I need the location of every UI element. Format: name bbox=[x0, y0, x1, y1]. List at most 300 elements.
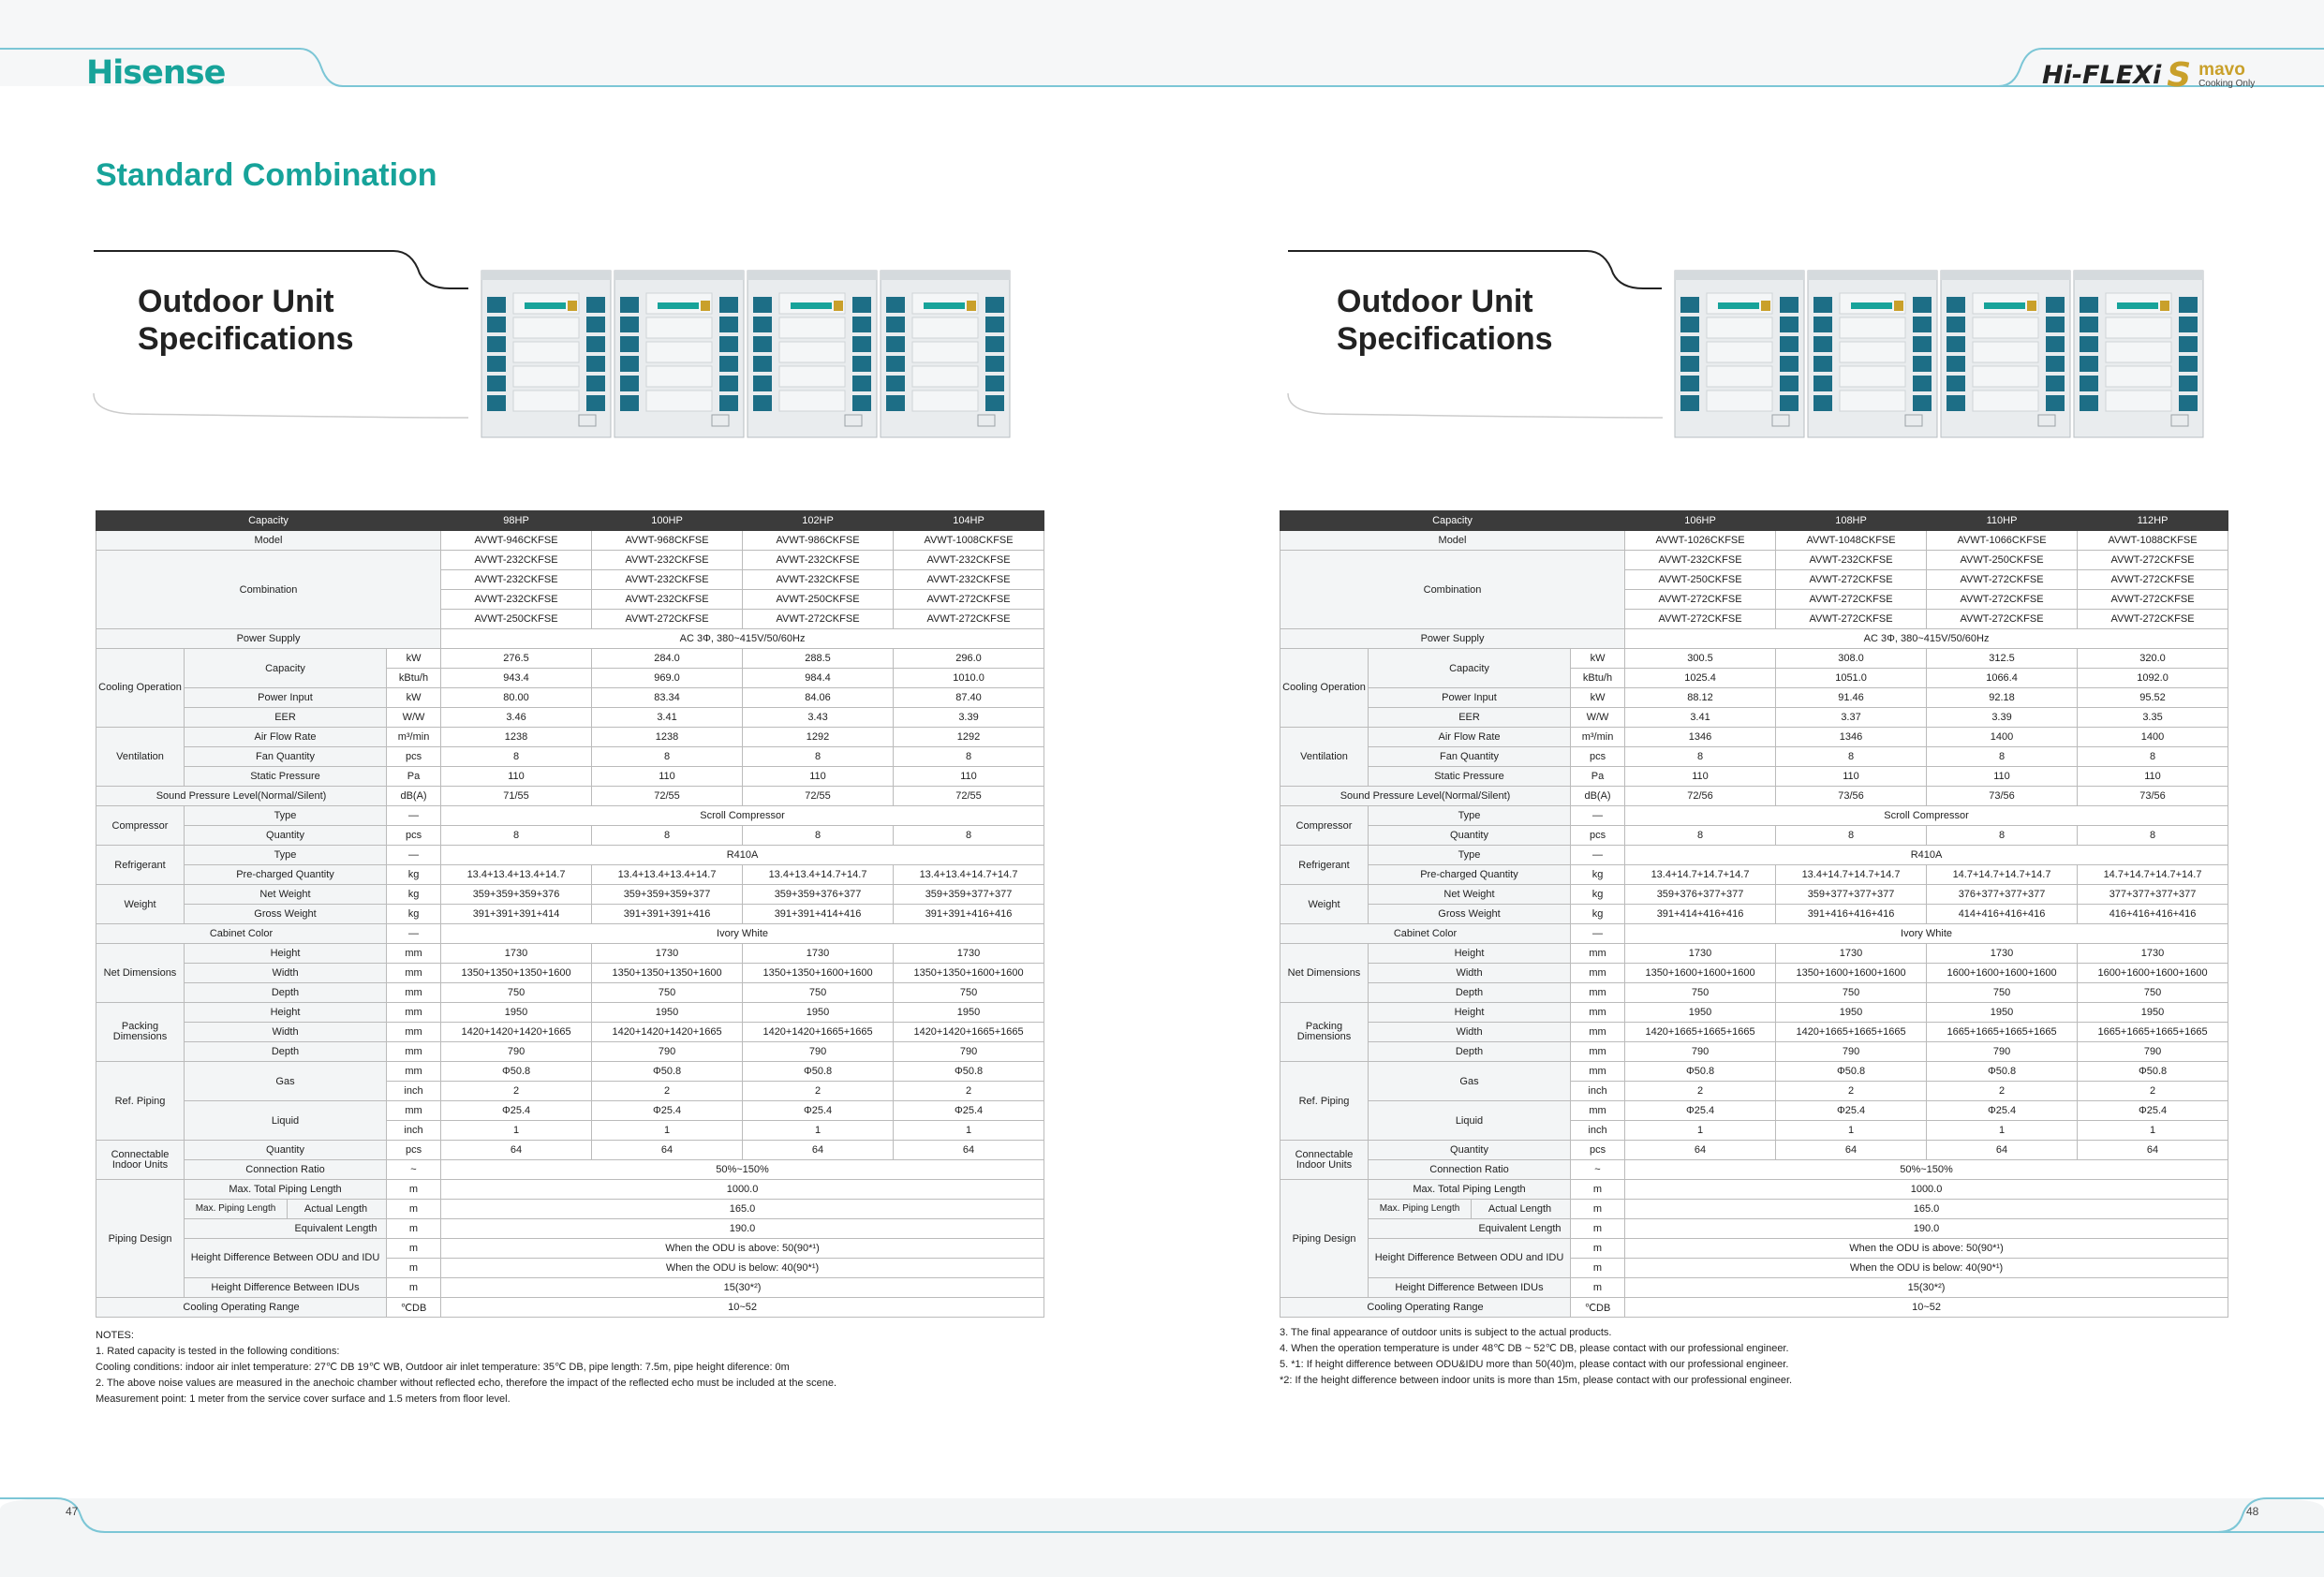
outdoor-unit bbox=[748, 271, 877, 437]
table-row bbox=[1280, 708, 2228, 728]
table-cell: 320.0 bbox=[2078, 649, 2228, 669]
table-cell: 414+416+416+416 bbox=[1927, 905, 2078, 924]
table-cell: kg bbox=[387, 905, 441, 924]
table-cell: 1350+1350+1600+1600 bbox=[894, 964, 1044, 983]
louver-left bbox=[2080, 395, 2098, 411]
louver-right bbox=[1780, 395, 1799, 411]
table-cell: Power Supply bbox=[1280, 629, 1625, 649]
table-cell: 391+391+391+416 bbox=[592, 905, 743, 924]
table-cell: kW bbox=[387, 649, 441, 669]
outdoor-unit bbox=[2074, 271, 2203, 437]
outdoor-units-image bbox=[468, 265, 1045, 450]
max-piping-length-label: Max. Piping Length bbox=[1369, 1200, 1472, 1218]
table-cell: mm bbox=[1571, 1023, 1625, 1042]
table-cell: When the ODU is below: 40(90*¹) bbox=[1625, 1259, 2228, 1278]
table-cell: 8 bbox=[1927, 747, 2078, 767]
table-cell: 1010.0 bbox=[894, 669, 1044, 688]
table-cell: Piping Design bbox=[96, 1180, 185, 1298]
table-row bbox=[96, 688, 1044, 708]
louver-left bbox=[620, 317, 639, 332]
mavo-tagline: Cooking Only bbox=[2198, 79, 2256, 89]
table-row bbox=[96, 924, 1044, 944]
table-row bbox=[1280, 1042, 2228, 1062]
table-cell: 15(30*²) bbox=[441, 1278, 1044, 1298]
louver-left bbox=[1813, 376, 1832, 391]
louver-left bbox=[1947, 376, 1965, 391]
s-badge bbox=[834, 301, 843, 311]
table-row bbox=[1280, 551, 2228, 570]
note-line: 3. The final appearance of outdoor units is subject to the actual products. bbox=[1280, 1327, 1612, 1338]
table-cell: Power Supply bbox=[96, 629, 441, 649]
table-row bbox=[96, 747, 1044, 767]
table-cell: 300.5 bbox=[1625, 649, 1776, 669]
louver-left bbox=[2080, 376, 2098, 391]
table-row bbox=[1280, 531, 2228, 551]
table-cell: Cooling Operation bbox=[96, 649, 185, 728]
table-cell: AVWT-232CKFSE bbox=[1776, 551, 1927, 570]
table-cell: Refrigerant bbox=[96, 846, 185, 885]
table-cell: 790 bbox=[894, 1042, 1044, 1062]
header-label: Capacity bbox=[96, 511, 441, 531]
louver-left bbox=[1813, 395, 1832, 411]
table-row bbox=[96, 1219, 1044, 1239]
equivalent-length-label: Equivalent Length bbox=[1369, 1219, 1571, 1239]
table-cell: Φ25.4 bbox=[1927, 1101, 2078, 1121]
table-cell: 1292 bbox=[894, 728, 1044, 747]
s-badge bbox=[568, 301, 577, 311]
louver-left bbox=[1680, 376, 1699, 391]
louver-left bbox=[487, 297, 506, 313]
louver-right bbox=[852, 376, 871, 391]
table-cell: Height Difference Between IDUs bbox=[1369, 1278, 1571, 1298]
table-cell: Connection Ratio bbox=[1369, 1160, 1571, 1180]
table-cell: Air Flow Rate bbox=[1369, 728, 1571, 747]
table-cell: dB(A) bbox=[387, 787, 441, 806]
table-cell: 2 bbox=[1625, 1082, 1776, 1101]
louver-right bbox=[852, 356, 871, 372]
hisense-logo: Hisense bbox=[86, 54, 226, 92]
table-row bbox=[1280, 1003, 2228, 1023]
table-cell: 64 bbox=[743, 1141, 894, 1160]
capacity-header: 106HP bbox=[1625, 511, 1776, 531]
louver-right bbox=[2179, 336, 2198, 352]
table-cell: 190.0 bbox=[441, 1219, 1044, 1239]
table-row bbox=[96, 728, 1044, 747]
s-badge bbox=[701, 301, 710, 311]
note-line: 1. Rated capacity is tested in the following conditions: bbox=[96, 1346, 340, 1357]
table-cell: Pre-charged Quantity bbox=[1369, 865, 1571, 885]
table-cell: AVWT-272CKFSE bbox=[1927, 570, 2078, 590]
table-row bbox=[96, 629, 1044, 649]
table-cell: 790 bbox=[1776, 1042, 1927, 1062]
table-cell: Model bbox=[96, 531, 441, 551]
table-row bbox=[1280, 649, 2228, 669]
table-cell: kg bbox=[1571, 905, 1625, 924]
table-cell: 1420+1420+1420+1665 bbox=[441, 1023, 592, 1042]
table-cell: m bbox=[387, 1239, 441, 1259]
table-cell: 8 bbox=[1625, 747, 1776, 767]
louver-left bbox=[2080, 297, 2098, 313]
table-cell: Φ25.4 bbox=[1625, 1101, 1776, 1121]
table-cell: 71/55 bbox=[441, 787, 592, 806]
louver-right bbox=[1780, 317, 1799, 332]
table-cell: 984.4 bbox=[743, 669, 894, 688]
table-cell: Width bbox=[1369, 964, 1571, 983]
front-panel bbox=[912, 342, 978, 362]
louver-right bbox=[852, 297, 871, 313]
table-cell: 1350+1600+1600+1600 bbox=[1625, 964, 1776, 983]
table-row bbox=[96, 551, 1044, 570]
table-cell: AVWT-232CKFSE bbox=[441, 551, 592, 570]
table-cell: m bbox=[387, 1278, 441, 1298]
table-row bbox=[1280, 826, 2228, 846]
unit-top bbox=[614, 271, 744, 280]
table-cell: 50%~150% bbox=[441, 1160, 1044, 1180]
table-cell: Φ50.8 bbox=[1625, 1062, 1776, 1082]
front-panel bbox=[646, 342, 712, 362]
table-cell: Static Pressure bbox=[1369, 767, 1571, 787]
table-cell: AVWT-232CKFSE bbox=[1625, 551, 1776, 570]
louver-right bbox=[985, 376, 1004, 391]
table-cell: 72/55 bbox=[894, 787, 1044, 806]
table-cell: 3.39 bbox=[894, 708, 1044, 728]
table-cell: AVWT-232CKFSE bbox=[743, 570, 894, 590]
table-cell: m bbox=[387, 1180, 441, 1200]
actual-length-label bbox=[185, 1200, 387, 1219]
front-panel bbox=[779, 366, 845, 387]
mavo-text: mavo bbox=[2198, 60, 2245, 80]
table-cell: — bbox=[1571, 924, 1625, 944]
table-cell: Scroll Compressor bbox=[441, 806, 1044, 826]
table-cell: 1346 bbox=[1776, 728, 1927, 747]
note-line: Cooling conditions: indoor air inlet temperature: 27℃ DB 19℃ WB, Outdoor air inlet temperature: 35℃ DB, pipe length: 7.5m, pipe height diference: 0m bbox=[96, 1362, 790, 1373]
table-cell: EER bbox=[1369, 708, 1571, 728]
unit-top bbox=[1808, 271, 1937, 280]
louver-left bbox=[753, 395, 772, 411]
table-cell: 13.4+14.7+14.7+14.7 bbox=[1625, 865, 1776, 885]
header-label: Capacity bbox=[1280, 511, 1625, 531]
table-cell: AVWT-272CKFSE bbox=[1776, 590, 1927, 610]
table-cell: pcs bbox=[1571, 747, 1625, 767]
table-cell: 1420+1420+1420+1665 bbox=[592, 1023, 743, 1042]
louver-right bbox=[1780, 356, 1799, 372]
table-cell: 73/56 bbox=[1776, 787, 1927, 806]
table-cell: 1730 bbox=[2078, 944, 2228, 964]
table-cell: 359+359+377+377 bbox=[894, 885, 1044, 905]
table-row bbox=[1280, 1062, 2228, 1082]
louver-right bbox=[719, 317, 738, 332]
table-cell: AVWT-250CKFSE bbox=[1625, 570, 1776, 590]
table-cell: Net Dimensions bbox=[1280, 944, 1369, 1003]
table-cell: 790 bbox=[1927, 1042, 2078, 1062]
table-cell: Height bbox=[185, 944, 387, 964]
table-row bbox=[96, 1023, 1044, 1042]
table-cell: 359+377+377+377 bbox=[1776, 885, 1927, 905]
louver-left bbox=[1947, 336, 1965, 352]
table-row bbox=[96, 1180, 1044, 1200]
table-cell: EER bbox=[185, 708, 387, 728]
table-cell: 1238 bbox=[592, 728, 743, 747]
table-cell: Connectable Indoor Units bbox=[96, 1141, 185, 1180]
front-panel bbox=[646, 317, 712, 338]
capacity-header: 108HP bbox=[1776, 511, 1927, 531]
table-cell: kg bbox=[1571, 865, 1625, 885]
front-panel bbox=[1840, 366, 1905, 387]
table-cell: 308.0 bbox=[1776, 649, 1927, 669]
table-cell: 1051.0 bbox=[1776, 669, 1927, 688]
table-cell: Type bbox=[1369, 806, 1571, 826]
table-cell: 8 bbox=[1776, 747, 1927, 767]
front-panel bbox=[646, 391, 712, 411]
table-cell: 790 bbox=[2078, 1042, 2228, 1062]
table-cell: Φ25.4 bbox=[1776, 1101, 1927, 1121]
louver-right bbox=[2046, 336, 2065, 352]
table-cell: Cooling Operation bbox=[1280, 649, 1369, 728]
table-cell: 750 bbox=[1625, 983, 1776, 1003]
table-cell: Capacity bbox=[1369, 649, 1571, 688]
table-cell: 1350+1350+1600+1600 bbox=[743, 964, 894, 983]
table-cell: m³/min bbox=[387, 728, 441, 747]
table-cell: 64 bbox=[894, 1141, 1044, 1160]
table-cell: 1730 bbox=[894, 944, 1044, 964]
table-cell: 1350+1600+1600+1600 bbox=[1776, 964, 1927, 983]
table-cell: 943.4 bbox=[441, 669, 592, 688]
table-cell: — bbox=[1571, 846, 1625, 865]
table-row bbox=[1280, 806, 2228, 826]
table-cell: m bbox=[387, 1200, 441, 1219]
table-row bbox=[96, 1003, 1044, 1023]
table-cell: 391+391+391+414 bbox=[441, 905, 592, 924]
table-cell: mm bbox=[387, 964, 441, 983]
front-panel bbox=[1707, 366, 1772, 387]
unit-top bbox=[1941, 271, 2070, 280]
table-row bbox=[96, 905, 1044, 924]
table-cell: AVWT-1048CKFSE bbox=[1776, 531, 1927, 551]
table-cell: AVWT-232CKFSE bbox=[441, 570, 592, 590]
outdoor-unit bbox=[1675, 271, 1804, 437]
table-cell: 1420+1420+1665+1665 bbox=[894, 1023, 1044, 1042]
table-cell: R410A bbox=[1625, 846, 2228, 865]
louver-right bbox=[586, 376, 605, 391]
table-cell: 72/55 bbox=[592, 787, 743, 806]
table-cell: Connectable Indoor Units bbox=[1280, 1141, 1369, 1180]
table-cell: Power Input bbox=[185, 688, 387, 708]
table-cell: 13.4+13.4+14.7+14.7 bbox=[894, 865, 1044, 885]
table-cell: Φ25.4 bbox=[592, 1101, 743, 1121]
table-cell: W/W bbox=[1571, 708, 1625, 728]
table-cell: 8 bbox=[743, 747, 894, 767]
louver-right bbox=[2179, 356, 2198, 372]
table-cell: 1730 bbox=[1625, 944, 1776, 964]
louver-left bbox=[620, 376, 639, 391]
table-cell: — bbox=[387, 924, 441, 944]
table-cell: kg bbox=[387, 865, 441, 885]
table-cell: AVWT-272CKFSE bbox=[1625, 610, 1776, 629]
table-cell: 1066.4 bbox=[1927, 669, 2078, 688]
louver-right bbox=[1913, 376, 1932, 391]
table-cell: 1950 bbox=[592, 1003, 743, 1023]
table-cell: AVWT-968CKFSE bbox=[592, 531, 743, 551]
louver-right bbox=[852, 395, 871, 411]
table-cell: 64 bbox=[441, 1141, 592, 1160]
table-cell: Ref. Piping bbox=[96, 1062, 185, 1141]
table-cell: Φ25.4 bbox=[743, 1101, 894, 1121]
table-cell: 73/56 bbox=[1927, 787, 2078, 806]
table-cell: m bbox=[1571, 1180, 1625, 1200]
table-cell: Ventilation bbox=[96, 728, 185, 787]
table-cell: AVWT-272CKFSE bbox=[2078, 551, 2228, 570]
table-cell: 2 bbox=[441, 1082, 592, 1101]
table-cell: Type bbox=[185, 806, 387, 826]
table-cell: mm bbox=[1571, 944, 1625, 964]
louver-left bbox=[753, 317, 772, 332]
table-cell: 1730 bbox=[592, 944, 743, 964]
table-row bbox=[1280, 1023, 2228, 1042]
table-cell: 1000.0 bbox=[441, 1180, 1044, 1200]
louver-right bbox=[586, 297, 605, 313]
table-cell: Cooling Operating Range bbox=[96, 1298, 387, 1318]
table-cell: Capacity bbox=[185, 649, 387, 688]
front-panel bbox=[1707, 317, 1772, 338]
table-row bbox=[96, 846, 1044, 865]
louver-left bbox=[886, 376, 905, 391]
table-cell: Static Pressure bbox=[185, 767, 387, 787]
table-cell: 13.4+13.4+14.7+14.7 bbox=[743, 865, 894, 885]
table-row bbox=[96, 1278, 1044, 1298]
table-cell: 296.0 bbox=[894, 649, 1044, 669]
table-cell: Pa bbox=[387, 767, 441, 787]
table-row bbox=[1280, 905, 2228, 924]
table-cell: Net Dimensions bbox=[96, 944, 185, 1003]
table-cell: 13.4+13.4+13.4+14.7 bbox=[441, 865, 592, 885]
table-row bbox=[1280, 964, 2228, 983]
table-cell: Cooling Operating Range bbox=[1280, 1298, 1571, 1318]
table-cell: 391+391+414+416 bbox=[743, 905, 894, 924]
table-cell: 110 bbox=[441, 767, 592, 787]
mavo-mark bbox=[2198, 61, 2255, 89]
louver-right bbox=[2179, 297, 2198, 313]
s-badge bbox=[1761, 301, 1770, 311]
table-cell: 1400 bbox=[2078, 728, 2228, 747]
actual-length-label bbox=[1369, 1200, 1571, 1219]
table-cell: kW bbox=[387, 688, 441, 708]
section-title-line-1: Outdoor Unit bbox=[1337, 284, 1533, 319]
table-cell: 8 bbox=[2078, 826, 2228, 846]
table-row bbox=[96, 983, 1044, 1003]
front-panel bbox=[1840, 317, 1905, 338]
table-cell: m bbox=[387, 1259, 441, 1278]
louver-left bbox=[1813, 356, 1832, 372]
table-cell: 3.43 bbox=[743, 708, 894, 728]
table-cell: 377+377+377+377 bbox=[2078, 885, 2228, 905]
table-cell: ~ bbox=[387, 1160, 441, 1180]
louver-left bbox=[1813, 317, 1832, 332]
table-cell: 8 bbox=[1625, 826, 1776, 846]
table-cell: m bbox=[1571, 1200, 1625, 1219]
table-cell: Net Weight bbox=[1369, 885, 1571, 905]
actual-length-text: Actual Length bbox=[303, 1203, 368, 1215]
table-cell: Cabinet Color bbox=[96, 924, 387, 944]
table-cell: Weight bbox=[1280, 885, 1369, 924]
table-cell: Quantity bbox=[185, 826, 387, 846]
table-cell: 1350+1350+1350+1600 bbox=[592, 964, 743, 983]
table-cell: 359+359+376+377 bbox=[743, 885, 894, 905]
notes-right bbox=[1280, 1325, 2226, 1389]
section-title-right bbox=[1337, 283, 1693, 358]
louver-right bbox=[2179, 395, 2198, 411]
table-cell: 1 bbox=[743, 1121, 894, 1141]
table-cell: mm bbox=[387, 1042, 441, 1062]
page-number-left: 47 bbox=[66, 1505, 79, 1518]
table-cell: inch bbox=[1571, 1121, 1625, 1141]
table-cell: kg bbox=[387, 885, 441, 905]
table-cell: 750 bbox=[1927, 983, 2078, 1003]
note-line: *2: If the height difference between indoor units is more than 15m, please contact with our professional engineer. bbox=[1280, 1375, 1793, 1386]
table-cell: Gas bbox=[1369, 1062, 1571, 1101]
table-cell: AVWT-272CKFSE bbox=[592, 610, 743, 629]
table-cell: Ventilation bbox=[1280, 728, 1369, 787]
table-cell: 1238 bbox=[441, 728, 592, 747]
table-cell: 790 bbox=[441, 1042, 592, 1062]
capacity-header: 104HP bbox=[894, 511, 1044, 531]
louver-left bbox=[620, 395, 639, 411]
unit-top bbox=[481, 271, 611, 280]
table-cell: Packing Dimensions bbox=[1280, 1003, 1369, 1062]
table-cell: AVWT-250CKFSE bbox=[441, 610, 592, 629]
table-cell: pcs bbox=[1571, 1141, 1625, 1160]
front-panel bbox=[1973, 317, 2038, 338]
table-cell: Φ25.4 bbox=[2078, 1101, 2228, 1121]
table-cell: kW bbox=[1571, 649, 1625, 669]
table-row bbox=[1280, 1141, 2228, 1160]
table-row bbox=[1280, 924, 2228, 944]
table-cell: Fan Quantity bbox=[185, 747, 387, 767]
table-cell: pcs bbox=[387, 747, 441, 767]
table-cell: 8 bbox=[1927, 826, 2078, 846]
table-cell: 312.5 bbox=[1927, 649, 2078, 669]
table-cell: mm bbox=[387, 1101, 441, 1121]
table-cell: 95.52 bbox=[2078, 688, 2228, 708]
table-cell: Gross Weight bbox=[1369, 905, 1571, 924]
table-row bbox=[96, 885, 1044, 905]
louver-right bbox=[985, 317, 1004, 332]
table-cell: 1025.4 bbox=[1625, 669, 1776, 688]
table-cell: 73/56 bbox=[2078, 787, 2228, 806]
table-row bbox=[1280, 983, 2228, 1003]
louver-right bbox=[1913, 356, 1932, 372]
table-row bbox=[96, 1101, 1044, 1121]
table-row bbox=[96, 1239, 1044, 1259]
spec-table-right bbox=[1280, 510, 2228, 1318]
table-cell: 790 bbox=[592, 1042, 743, 1062]
table-cell: pcs bbox=[387, 826, 441, 846]
table-cell: 1420+1420+1665+1665 bbox=[743, 1023, 894, 1042]
capacity-header: 110HP bbox=[1927, 511, 2078, 531]
table-cell: mm bbox=[387, 1003, 441, 1023]
louver-right bbox=[2046, 395, 2065, 411]
s-badge bbox=[967, 301, 976, 311]
table-row bbox=[1280, 747, 2228, 767]
table-cell: 1950 bbox=[1927, 1003, 2078, 1023]
louver-right bbox=[2046, 297, 2065, 313]
table-cell: 64 bbox=[1776, 1141, 1927, 1160]
table-cell: 1346 bbox=[1625, 728, 1776, 747]
table-cell: m³/min bbox=[1571, 728, 1625, 747]
capacity-header: 112HP bbox=[2078, 511, 2228, 531]
table-row bbox=[96, 964, 1044, 983]
table-cell: AVWT-946CKFSE bbox=[441, 531, 592, 551]
table-cell: pcs bbox=[387, 1141, 441, 1160]
